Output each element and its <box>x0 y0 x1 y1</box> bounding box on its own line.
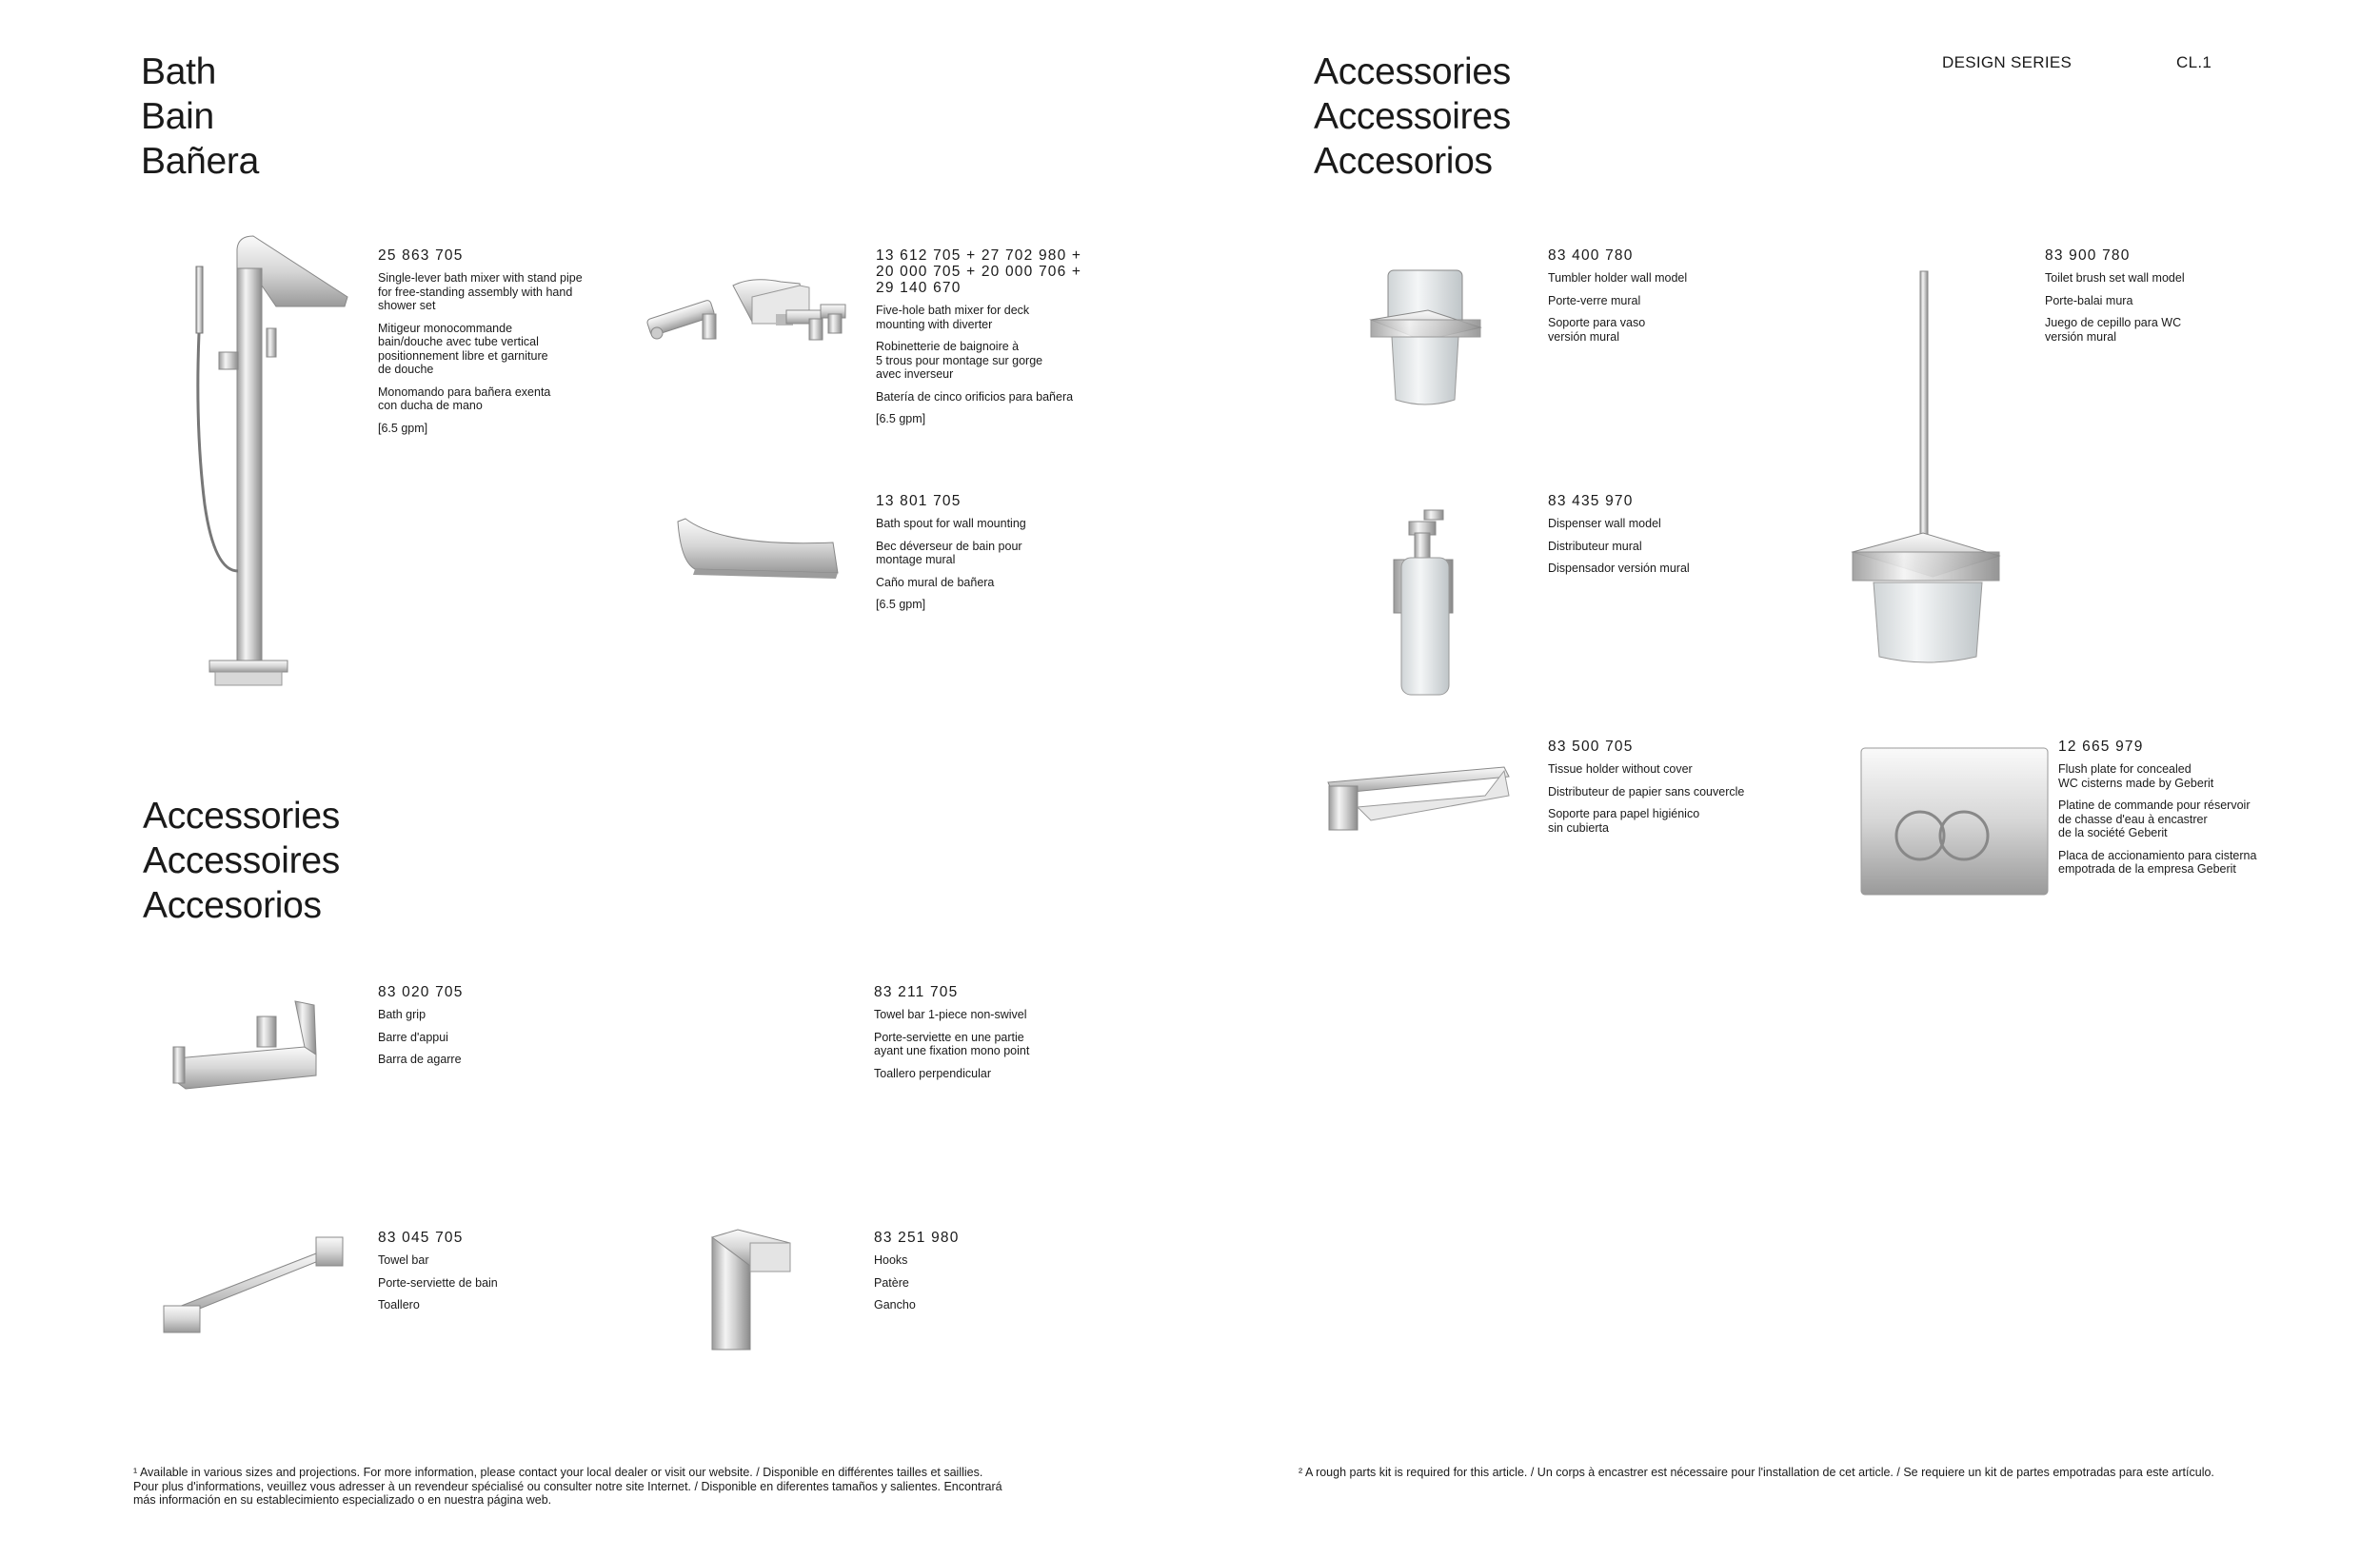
product-code: 83 900 780 <box>2045 247 2131 264</box>
heading-line: Bañera <box>141 141 259 182</box>
product-desc: Porte-balai mura <box>2045 293 2133 307</box>
product-desc: Bath grip <box>378 1008 426 1021</box>
product-desc: Flush plate for concealed WC cisterns made by Geberit <box>2058 762 2214 790</box>
product-desc: Tissue holder without cover <box>1548 762 1693 776</box>
heading-line: Accessories <box>1314 51 1511 92</box>
product-code: 13 612 705 + 27 702 980 + 20 000 705 + 20 000 706 + 29 140 670 <box>876 247 1082 296</box>
toilet-brush-image <box>1853 271 1999 662</box>
product-code: 12 665 979 <box>2058 739 2144 755</box>
product-flow: [6.5 gpm] <box>378 421 428 435</box>
product-desc: Batería de cinco orificios para bañera <box>876 389 1074 404</box>
product-desc: Placa de accionamiento para cisterna empotrada de la empresa Geberit <box>2058 848 2257 876</box>
product-desc: Barra de agarre <box>378 1053 462 1066</box>
product-desc: Patère <box>874 1275 909 1290</box>
product-code: 83 211 705 <box>874 984 959 1000</box>
product-desc: Five-hole bath mixer for deck mounting with diverter <box>876 304 1030 331</box>
product-desc: Juego de cepillo para WC versión mural <box>2045 316 2182 344</box>
product-desc: Caño mural de bañera <box>876 575 995 589</box>
product-desc: Monomando para bañera exenta con ducha de mano <box>378 385 551 412</box>
product-desc: Distributeur mural <box>1548 539 1642 553</box>
product-desc: Dispensador versión mural <box>1548 562 1690 575</box>
footnote-left: ¹ Available in various sizes and projections. For more information, please contact your local dealer or visit our website. / Disponible en différentes tailles et saillies. Pour plus d'informations, veuillez vous adresser à un revendeur spécialisé ou consulter notre site Internet. / Disponible en diferentes tamaños y salientes. Encontrará más información en su establecimiento especializado o en nuestra página web. <box>133 1466 1002 1507</box>
product-desc: Porte-serviette en une partie ayant une fixation mono point <box>874 1030 1030 1057</box>
freestanding-mixer-image <box>196 236 347 685</box>
product-code: 83 020 705 <box>378 984 464 1000</box>
towel-bar-image <box>164 1237 343 1332</box>
tumbler-holder-image <box>1371 270 1480 404</box>
product-desc: Bec déverseur de bain pour montage mural <box>876 539 1022 566</box>
heading-line: Bath <box>141 51 217 92</box>
product-flow: [6.5 gpm] <box>876 412 926 425</box>
product-code: 83 045 705 <box>378 1230 464 1246</box>
product-desc: Porte-serviette de bain <box>378 1275 498 1290</box>
product-desc: Towel bar <box>378 1253 429 1267</box>
product-desc: Dispenser wall model <box>1548 517 1661 530</box>
heading-line: Accessoires <box>1314 96 1511 137</box>
product-desc: Tumbler holder wall model <box>1548 271 1688 285</box>
heading-line: Bain <box>141 96 214 137</box>
product-code: 13 801 705 <box>876 493 962 509</box>
design-series-label: DESIGN SERIES <box>1942 53 2073 71</box>
heading-line: Accessories <box>143 796 340 837</box>
product-desc: Toallero <box>378 1298 420 1311</box>
product-code: 83 435 970 <box>1548 493 1634 509</box>
product-code: 83 251 980 <box>874 1230 960 1246</box>
product-desc: Hooks <box>874 1253 908 1267</box>
bath-spout-image <box>678 519 838 579</box>
product-desc: Barre d'appui <box>378 1030 448 1044</box>
heading-line: Accesorios <box>1314 141 1493 182</box>
product-desc: Soporte para papel higiénico sin cubierta <box>1548 807 1700 835</box>
product-desc: Soporte para vaso versión mural <box>1548 316 1646 344</box>
flush-plate-image <box>1861 748 2048 895</box>
product-desc: Distributeur de papier sans couvercle <box>1548 784 1745 799</box>
heading-line: Accessoires <box>143 840 340 881</box>
product-desc: Porte-verre mural <box>1548 293 1641 307</box>
product-flow: [6.5 gpm] <box>876 598 926 611</box>
heading-line: Accesorios <box>143 885 322 926</box>
product-desc: Toallero perpendicular <box>874 1066 991 1080</box>
product-desc: Robinetterie de baignoire à 5 trous pour montage sur gorge avec inverseur <box>876 340 1043 381</box>
product-code: 25 863 705 <box>378 247 464 264</box>
tissue-holder-image <box>1328 767 1509 830</box>
product-code: 83 400 780 <box>1548 247 1634 264</box>
five-hole-mixer-image <box>646 280 845 340</box>
bath-grip-image <box>173 1001 316 1089</box>
product-desc: Gancho <box>874 1298 916 1311</box>
soap-dispenser-image <box>1394 510 1453 695</box>
product-desc: Mitigeur monocommande bain/douche avec tube vertical positionnement libre et garniture de douche <box>378 321 548 376</box>
product-desc: Towel bar 1-piece non-swivel <box>874 1008 1027 1021</box>
footnote-right: ² A rough parts kit is required for this article. / Un corps à encastrer est nécessaire pour l'installation de cet article. / Se requiere un kit de partes empotradas para este artículo. <box>1299 1466 2214 1479</box>
hook-image <box>712 1230 790 1350</box>
series-code: CL.1 <box>2176 53 2212 71</box>
product-code: 83 500 705 <box>1548 739 1634 755</box>
product-desc: Single-lever bath mixer with stand pipe for free-standing assembly with hand shower set <box>378 271 583 312</box>
product-desc: Bath spout for wall mounting <box>876 517 1026 530</box>
product-desc: Platine de commande pour réservoir de chasse d'eau à encastrer de la société Geberit <box>2058 799 2251 839</box>
product-desc: Toilet brush set wall model <box>2045 271 2185 285</box>
